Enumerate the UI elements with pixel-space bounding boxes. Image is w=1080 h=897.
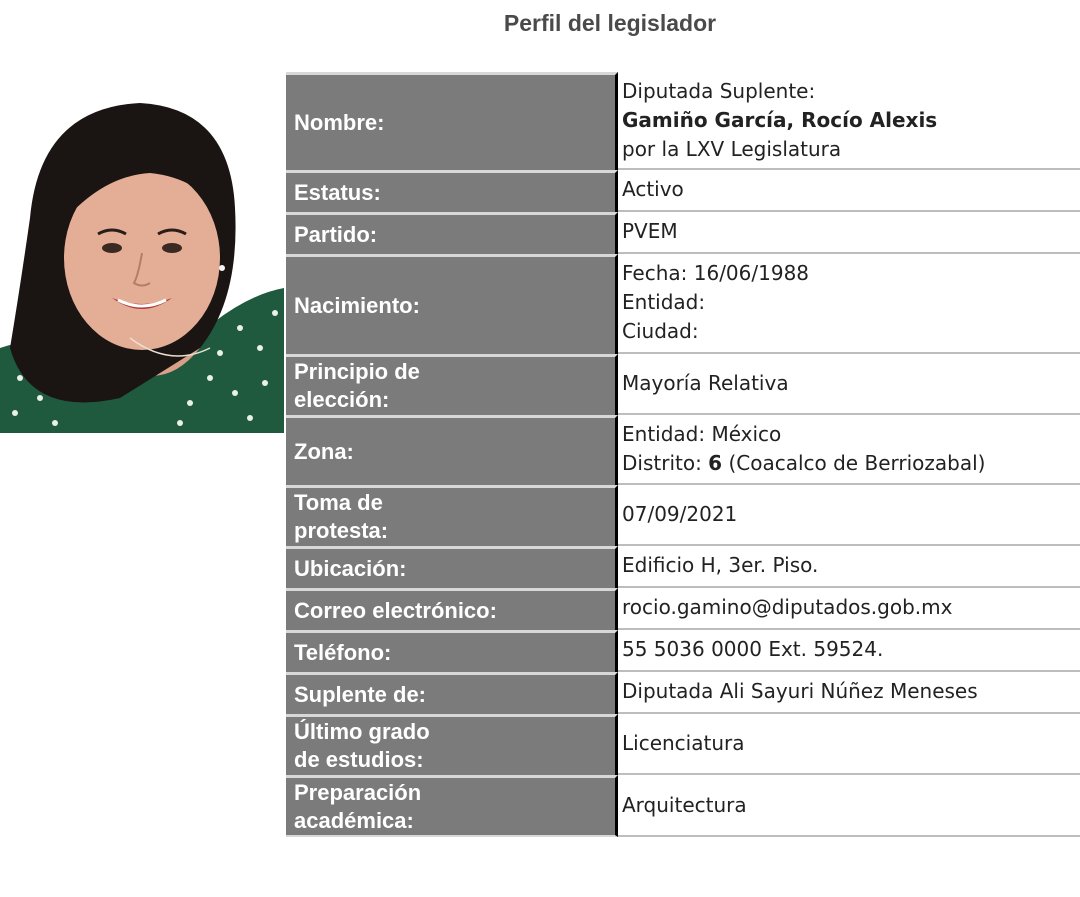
- row-zona: [286, 415, 1080, 485]
- distrito-number: 6: [708, 451, 723, 475]
- row-preparacion: [286, 775, 1080, 837]
- legislator-name: Gamiño García, Rocío Alexis: [622, 108, 938, 132]
- value-ubicacion: Edificio H, 3er. Piso.: [618, 546, 1080, 588]
- value-nacimiento: [618, 254, 1080, 354]
- value-zona: [618, 415, 1080, 485]
- profile-table: [286, 72, 1080, 837]
- label-principio: Principio de elección:: [286, 354, 618, 415]
- value-telefono: 55 5036 0000 Ext. 59524.: [618, 630, 1080, 672]
- row-nacimiento: [286, 254, 1080, 354]
- label-partido: Partido:: [286, 212, 618, 254]
- row-partido: [286, 212, 1080, 254]
- label-ubicacion: Ubicación:: [286, 546, 618, 588]
- birth-date: Fecha: 16/06/1988: [622, 261, 810, 285]
- birth-city: Ciudad:: [622, 319, 699, 343]
- row-suplente: [286, 672, 1080, 714]
- birth-state: Entidad:: [622, 290, 706, 314]
- row-ubicacion: [286, 546, 1080, 588]
- legislatura-text: por la LXV Legislatura: [622, 137, 842, 161]
- label-suplente: Suplente de:: [286, 672, 618, 714]
- label-estatus: Estatus:: [286, 170, 618, 212]
- label-telefono: Teléfono:: [286, 630, 618, 672]
- zona-entidad: Entidad: México: [622, 422, 782, 446]
- value-estatus: Activo: [618, 170, 1080, 212]
- value-correo: rocio.gamino@diputados.gob.mx: [618, 588, 1080, 630]
- page-title: Perfil del legislador: [503, 10, 717, 36]
- row-telefono: [286, 630, 1080, 672]
- row-estatus: [286, 170, 1080, 212]
- value-nombre: [618, 72, 1080, 170]
- row-toma: [286, 485, 1080, 546]
- label-correo: Correo electrónico:: [286, 588, 618, 630]
- row-principio: [286, 354, 1080, 415]
- legislator-photo: [0, 98, 284, 433]
- row-correo: [286, 588, 1080, 630]
- value-partido: PVEM: [618, 212, 1080, 254]
- value-preparacion: Arquitectura: [618, 775, 1080, 837]
- row-grado: [286, 714, 1080, 775]
- label-nacimiento: Nacimiento:: [286, 254, 618, 354]
- value-principio: Mayoría Relativa: [618, 354, 1080, 415]
- label-toma: Toma de protesta:: [286, 485, 618, 546]
- label-nombre: Nombre:: [286, 72, 618, 170]
- row-nombre: [286, 72, 1080, 170]
- zona-distrito: Distrito: 6 (Coacalco de Berriozabal): [622, 451, 986, 475]
- label-grado: Último grado de estudios:: [286, 714, 618, 775]
- value-suplente: Diputada Ali Sayuri Núñez Meneses: [618, 672, 1080, 714]
- label-zona: Zona:: [286, 415, 618, 485]
- label-preparacion: Preparación académica:: [286, 775, 618, 837]
- cargo-text: Diputada Suplente:: [622, 79, 816, 103]
- value-grado: Licenciatura: [618, 714, 1080, 775]
- value-toma: 07/09/2021: [618, 485, 1080, 546]
